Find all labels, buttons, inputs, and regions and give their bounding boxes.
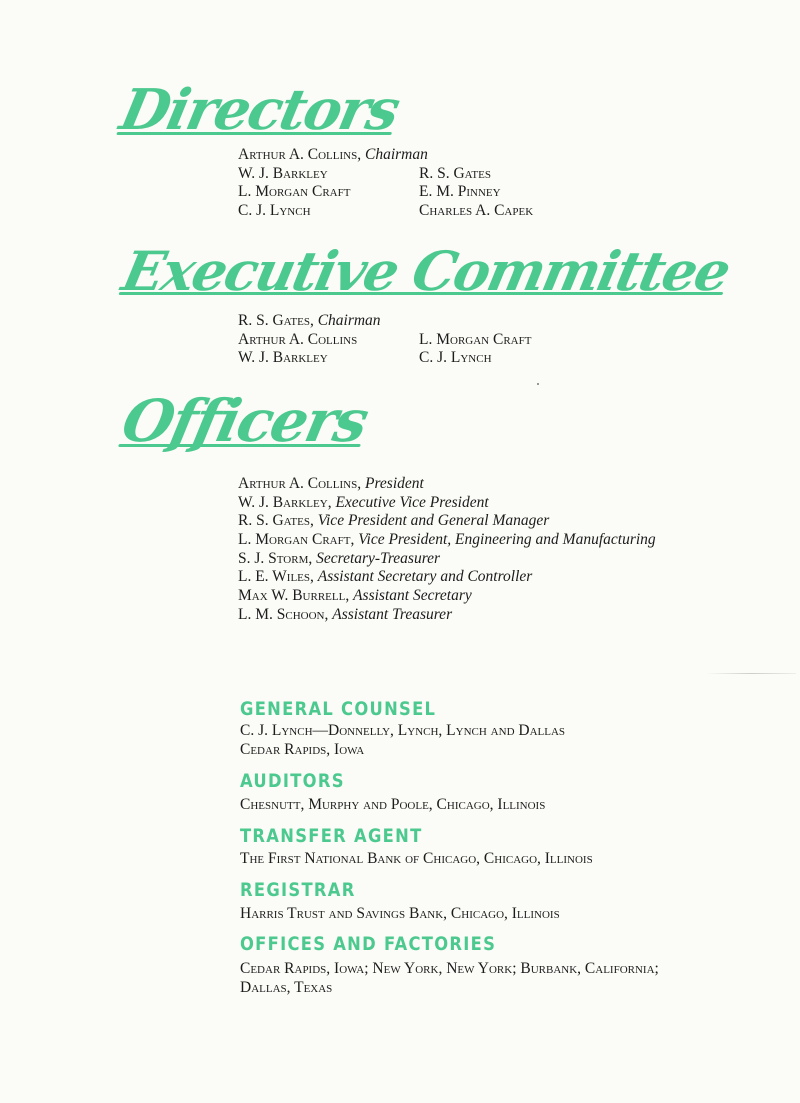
committee-member-name: Arthur A. Collins [238, 330, 358, 348]
officer-row: R. S. Gates, Vice President and General Manager [238, 512, 550, 530]
officer-row: L. M. Schoon, Assistant Treasurer [238, 605, 453, 623]
officer-title: Assistant Secretary [353, 587, 472, 605]
officer-title: President [364, 475, 424, 492]
transfer-agent-line: The First National Bank of Chicago, Chicago, Illinois [240, 850, 593, 867]
officer-name: L. E. Wiles [238, 568, 311, 586]
executive-committee-list [238, 312, 531, 368]
officer-name: L. M. Schoon [238, 605, 325, 623]
offices-text [240, 960, 659, 997]
directors-row [238, 183, 533, 202]
executive-committee-heading-text: Executive Committee [116, 239, 735, 303]
registrar-line: Harris Trust and Savings Bank, Chicago, Illinois [240, 905, 560, 922]
officer-name: Arthur A. Collins [238, 475, 358, 492]
committee-member-name: W. J. Barkley [238, 349, 328, 367]
director-name: L. Morgan Craft [238, 183, 351, 201]
officer-title: Secretary-Treasurer [316, 549, 441, 567]
general-counsel-line: Cedar Rapids, Iowa [240, 740, 365, 758]
directors-chairman-row: Arthur A. Collins, Chairman [238, 146, 428, 163]
auditors-text [240, 796, 545, 815]
committee-member-name: L. Morgan Craft [419, 330, 532, 348]
director-name: R. S. Gates [419, 164, 491, 182]
registrar-heading: REGISTRAR [240, 879, 356, 901]
directors-chairman-title: Chairman [364, 146, 428, 163]
offices-line: Dallas, Texas [240, 978, 333, 996]
officer-row: L. E. Wiles, Assistant Secretary and Controller [238, 568, 533, 586]
transfer-agent-heading: TRANSFER AGENT [240, 825, 423, 847]
officers-heading [116, 387, 373, 455]
executive-chairman-name: R. S. Gates [238, 312, 310, 329]
officer-row: L. Morgan Craft, Vice President, Engineering and Manufacturing [238, 531, 656, 549]
directors-heading [114, 77, 405, 143]
committee-member-name: C. J. Lynch [419, 349, 492, 367]
officer-name: Max W. Burrell [238, 587, 346, 605]
executive-chairman-title: Chairman [317, 312, 381, 329]
officer-row: W. J. Barkley, Executive Vice President [238, 493, 489, 511]
officers-heading-text: Officers [116, 387, 373, 455]
director-name: E. M. Pinney [419, 183, 501, 201]
officer-row: S. J. Storm, Secretary-Treasurer [238, 549, 441, 567]
director-name: W. J. Barkley [238, 164, 328, 182]
auditors-heading: AUDITORS [240, 770, 345, 792]
auditors-line: Chesnutt, Murphy and Poole, Chicago, Illinois [240, 796, 546, 813]
directors-row [238, 165, 533, 184]
officers-list [238, 475, 656, 625]
officer-title: Assistant Treasurer [332, 605, 453, 623]
officer-name: R. S. Gates [238, 512, 310, 530]
officer-title: Vice President and General Manager [317, 512, 550, 530]
executive-chairman-row: R. S. Gates, Chairman [238, 312, 381, 329]
officer-title: Vice President, Engineering and Manufacturing [358, 531, 656, 549]
director-name: Charles A. Capek [419, 202, 534, 220]
director-name: C. J. Lynch [238, 202, 311, 220]
officer-title: Executive Vice President [335, 493, 489, 511]
executive-row [238, 331, 531, 350]
directors-chairman-name: Arthur A. Collins [238, 146, 358, 163]
officer-row: Arthur A. Collins, President [238, 475, 424, 492]
directors-row [238, 202, 533, 221]
executive-committee-heading [116, 239, 735, 303]
officer-title: Assistant Secretary and Controller [317, 568, 533, 586]
paper-speck [537, 383, 539, 385]
transfer-agent-text [240, 850, 593, 869]
officer-name: L. Morgan Craft [238, 531, 351, 549]
offices-heading: OFFICES AND FACTORIES [240, 933, 497, 955]
general-counsel-heading: GENERAL COUNSEL [240, 698, 437, 720]
registrar-text [240, 905, 560, 924]
offices-line: Cedar Rapids, Iowa; New York, New York; Burbank, California; [240, 960, 659, 977]
directors-list [238, 146, 533, 221]
paper-mark [706, 673, 796, 674]
officer-name: S. J. Storm [238, 549, 309, 567]
officer-row: Max W. Burrell, Assistant Secretary [238, 587, 472, 605]
executive-row [238, 349, 531, 368]
general-counsel-line: C. J. Lynch—Donnelly, Lynch, Lynch and Dallas [240, 722, 566, 739]
general-counsel-text [240, 722, 565, 759]
directors-heading-text: Directors [114, 77, 405, 143]
officer-name: W. J. Barkley [238, 493, 328, 511]
